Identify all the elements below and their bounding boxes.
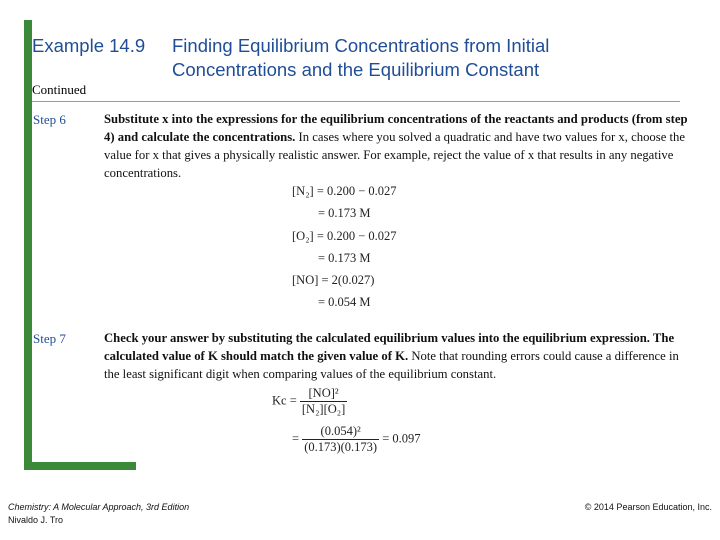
step-6-label: Step 6 bbox=[33, 112, 66, 127]
eq-o2-line1: [O₂] = 0.200 − 0.027 bbox=[292, 229, 397, 243]
step-7-label: Step 7 bbox=[33, 331, 66, 346]
step-6-bold: Substitute x into the expressions for the equilibrium concentrations of the reactants and products (from step 4) and calculate the concentrations. bbox=[104, 112, 688, 144]
step-6-rest: In cases where you solved a quadratic and have two values for x, choose the value for x that gives a physically realistic answer. For example, reject the value of x that results in any negative concentrations. bbox=[104, 130, 686, 180]
title-line-2: Concentrations and the Equilibrium Constant bbox=[172, 59, 540, 80]
eq-n2-line1: [N₂] = 0.200 − 0.027 bbox=[292, 184, 397, 198]
eq-kc-expression bbox=[272, 386, 347, 417]
step-7-rest: Note that rounding errors could cause a difference in the least significant digit when comparing values of the equilibrium constant. bbox=[104, 349, 679, 381]
divider bbox=[32, 101, 680, 102]
page-title bbox=[32, 34, 549, 82]
green-bracket-vertical bbox=[24, 20, 32, 470]
green-bracket-horizontal bbox=[24, 462, 136, 470]
title-line-1: Finding Equilibrium Concentrations from Initial bbox=[172, 35, 550, 56]
kc-result: = 0.097 bbox=[382, 431, 421, 446]
kc-frac2-numerator: (0.054)² bbox=[302, 424, 379, 440]
subtitle: Continued bbox=[32, 82, 87, 97]
eq-n2-line2: = 0.173 M bbox=[318, 206, 371, 220]
eq-no-line1: [NO] = 2(0.027) bbox=[292, 273, 375, 287]
eq-no-line2: = 0.054 M bbox=[318, 295, 371, 309]
step-7-text bbox=[104, 329, 694, 383]
footer-book: Chemistry: A Molecular Approach, 3rd Edition bbox=[8, 502, 190, 512]
footer-copyright: © 2014 Pearson Education, Inc. bbox=[584, 502, 712, 512]
step-6-text bbox=[104, 110, 694, 182]
kc-equals: = bbox=[292, 431, 300, 446]
eq-o2-line2: = 0.173 M bbox=[318, 251, 371, 265]
kc-frac1-numerator: [NO]² bbox=[300, 386, 347, 402]
kc-frac2-denominator: (0.173)(0.173) bbox=[304, 440, 378, 454]
example-number: Example 14.9 bbox=[32, 35, 146, 56]
kc-frac1-denominator: [N₂][O₂] bbox=[301, 402, 346, 416]
eq-kc-numeric bbox=[292, 424, 421, 455]
footer-author: Nivaldo J. Tro bbox=[8, 515, 64, 525]
kc-fraction-2 bbox=[302, 424, 379, 455]
kc-fraction-1 bbox=[300, 386, 347, 417]
kc-lhs: Kc = bbox=[272, 393, 297, 408]
step-7-bold: Check your answer by substituting the calculated equilibrium values into the equilibrium expression. The calculated value of K should match the given value of K. bbox=[104, 331, 675, 363]
